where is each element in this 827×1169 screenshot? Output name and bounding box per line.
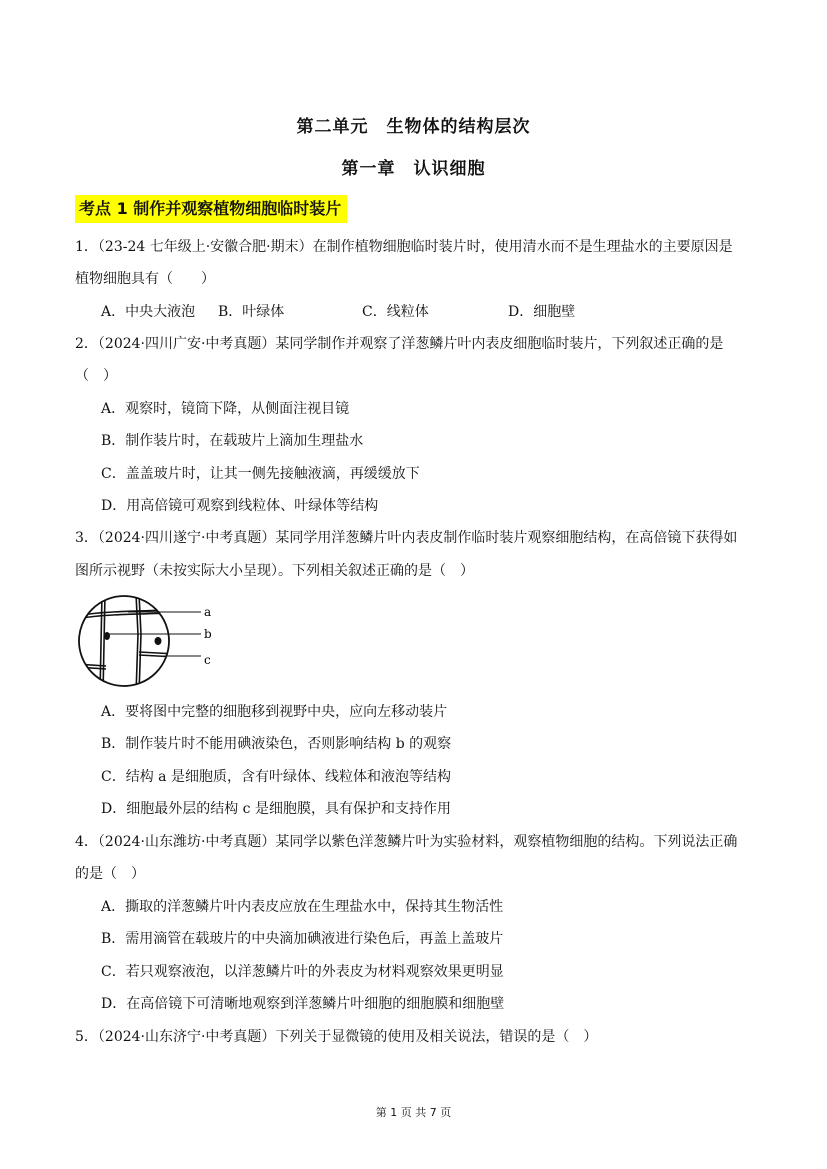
q1-option-d: D．细胞壁 (508, 304, 576, 320)
q2-option-d: D．用高倍镜可观察到线粒体、叶绿体等结构 (101, 498, 379, 514)
label-a: a (204, 605, 212, 619)
microscope-view-figure (76, 594, 226, 694)
nucleus-left (104, 632, 110, 640)
q2-option-b: B．制作装片时，在载玻片上滴加生理盐水 (101, 433, 364, 449)
q4-option-a: A．撕取的洋葱鳞片叶内表皮应放在生理盐水中，保持其生物活性 (101, 899, 504, 915)
q4-option-c: C．若只观察液泡，以洋葱鳞片叶的外表皮为材料观察效果更明显 (101, 964, 504, 980)
question-1-line-2: 植物细胞具有（ ） (75, 271, 215, 287)
question-4-line-2: 的是（ ） (75, 866, 145, 882)
question-1-line-1: 1．（23-24 七年级上·安徽合肥·期末）在制作植物细胞临时装片时，使用清水而不是生理盐水的主要原因是 (75, 239, 733, 255)
nucleus-right (155, 637, 162, 645)
q1-option-c: C．线粒体 (362, 304, 429, 320)
q3-option-d: D．细胞最外层的结构 c 是细胞膜，具有保护和支持作用 (101, 801, 451, 817)
q3-option-c: C．结构 a 是细胞质，含有叶绿体、线粒体和液泡等结构 (101, 769, 451, 785)
question-5-line-1: 5．（2024·山东济宁·中考真题）下列关于显微镜的使用及相关说法，错误的是（ ） (75, 1029, 598, 1045)
question-2-line-2: （ ） (75, 368, 117, 384)
page-footer: 第 1 页 共 7 页 (375, 1106, 452, 1119)
question-3-line-1: 3．（2024·四川遂宁·中考真题）某同学用洋葱鳞片叶内表皮制作临时装片观察细胞结构，在高倍镜下获得如 (75, 530, 738, 546)
question-4-line-1: 4．（2024·山东潍坊·中考真题）某同学以紫色洋葱鳞片叶为实验材料，观察植物细胞的结构。下列说法正确 (75, 834, 738, 850)
q1-option-a: A．中央大液泡 (101, 304, 196, 320)
question-3-line-2: 图所示视野（未按实际大小呈现）。下列相关叙述正确的是（ ） (75, 563, 474, 579)
chapter-title: 第一章 认识细胞 (341, 159, 486, 179)
q4-option-b: B．需用滴管在载玻片的中央滴加碘液进行染色后，再盖上盖玻片 (101, 931, 504, 947)
section-heading: 考点 1 制作并观察植物细胞临时装片 (75, 195, 347, 223)
label-b: b (204, 627, 212, 641)
q4-option-d: D．在高倍镜下可清晰地观察到洋葱鳞片叶细胞的细胞膜和细胞壁 (101, 996, 505, 1012)
label-c: c (204, 653, 211, 667)
q2-option-a: A．观察时，镜筒下降，从侧面注视目镜 (101, 401, 350, 417)
unit-title: 第二单元 生物体的结构层次 (296, 117, 531, 137)
q3-option-a: A．要将图中完整的细胞移到视野中央，应向左移动装片 (101, 704, 448, 720)
question-2-line-1: 2．（2024·四川广安·中考真题）某同学制作并观察了洋葱鳞片叶内表皮细胞临时装片，下列叙述正确的是 (75, 336, 724, 352)
q1-option-b: B．叶绿体 (218, 304, 285, 320)
q2-option-c: C．盖盖玻片时，让其一侧先接触液滴，再缓缓放下 (101, 466, 420, 482)
q3-option-b: B．制作装片时不能用碘液染色，否则影响结构 b 的观察 (101, 736, 452, 752)
